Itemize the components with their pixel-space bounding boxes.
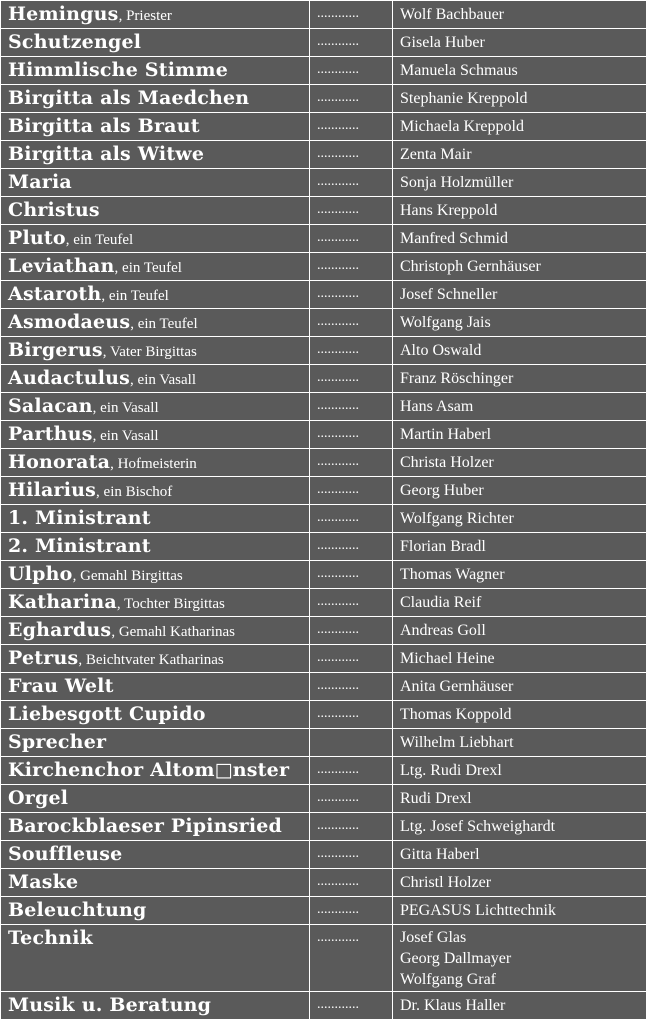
role-name: Birgitta als Maedchen bbox=[8, 87, 250, 109]
actor-cell: Wolfgang Jais bbox=[393, 309, 646, 337]
role-cell bbox=[1, 169, 310, 197]
table-row bbox=[1, 365, 646, 393]
role-cell bbox=[1, 281, 310, 309]
role-description: ein Vasall bbox=[100, 400, 159, 416]
table-row bbox=[1, 197, 646, 225]
table-row bbox=[1, 813, 646, 841]
role-description: Beichtvater Katharinas bbox=[85, 652, 224, 668]
role-name: Honorata bbox=[8, 451, 111, 473]
role-name: Schutzengel bbox=[8, 31, 142, 53]
actor-cell: Rudi Drexl bbox=[393, 785, 646, 813]
dots-cell: ............ bbox=[310, 393, 393, 421]
role-cell bbox=[1, 225, 310, 253]
role-cell bbox=[1, 57, 310, 85]
table-row bbox=[1, 992, 646, 1020]
dots-cell: ............ bbox=[310, 141, 393, 169]
role-description: ein Vasall bbox=[100, 428, 159, 444]
table-row bbox=[1, 141, 646, 169]
actor-cell: Sonja Holzmüller bbox=[393, 169, 646, 197]
role-description: Gemahl Birgittas bbox=[80, 568, 183, 584]
table-row bbox=[1, 701, 646, 729]
role-description: ein Vasall bbox=[137, 372, 197, 388]
role-name: Sprecher bbox=[8, 731, 107, 753]
actor-cell: Dr. Klaus Haller bbox=[393, 992, 646, 1020]
actor-cell: Christa Holzer bbox=[393, 449, 646, 477]
dots-cell: ............ bbox=[310, 449, 393, 477]
role-cell bbox=[1, 533, 310, 561]
dots-cell: ............ bbox=[310, 533, 393, 561]
actor-cell: Ltg. Rudi Drexl bbox=[393, 757, 646, 785]
table-row bbox=[1, 897, 646, 925]
actor-cell: Wilhelm Liebhart bbox=[393, 729, 646, 757]
role-name: Petrus bbox=[8, 647, 79, 669]
actor-cell: Alto Oswald bbox=[393, 337, 646, 365]
actor-cell: Georg Huber bbox=[393, 477, 646, 505]
actor-name: Georg Dallmayer bbox=[400, 950, 512, 967]
dots-cell: ............ bbox=[310, 925, 393, 992]
role-cell bbox=[1, 253, 310, 281]
role-cell bbox=[1, 29, 310, 57]
role-name: Birgitta als Braut bbox=[8, 115, 200, 137]
role-name: Liebesgott Cupido bbox=[8, 703, 206, 725]
dots-cell: ............ bbox=[310, 1, 393, 29]
actor-cell: Ltg. Josef Schweighardt bbox=[393, 813, 646, 841]
dots-cell: ............ bbox=[310, 617, 393, 645]
role-name: Maria bbox=[8, 171, 72, 193]
role-cell bbox=[1, 729, 310, 757]
role-name: 2. Ministrant bbox=[8, 535, 151, 557]
actor-cell: Thomas Wagner bbox=[393, 561, 646, 589]
actor-cell bbox=[393, 925, 646, 992]
role-name: 1. Ministrant bbox=[8, 507, 151, 529]
table-row bbox=[1, 645, 646, 673]
role-cell bbox=[1, 197, 310, 225]
role-name: Musik u. Beratung bbox=[8, 994, 212, 1016]
role-description: ein Teufel bbox=[73, 232, 134, 248]
role-cell bbox=[1, 757, 310, 785]
role-description: Vater Birgittas bbox=[110, 344, 197, 360]
role-cell bbox=[1, 337, 310, 365]
dots-cell: ............ bbox=[310, 589, 393, 617]
dots-cell: ............ bbox=[310, 645, 393, 673]
role-name: Orgel bbox=[8, 787, 69, 809]
role-name: Astaroth bbox=[8, 283, 102, 305]
role-cell bbox=[1, 505, 310, 533]
role-separator: , bbox=[130, 316, 138, 332]
role-description: Gemahl Katharinas bbox=[118, 624, 236, 640]
dots-cell: ............ bbox=[310, 477, 393, 505]
dots-cell: ............ bbox=[310, 992, 393, 1020]
role-separator: , bbox=[101, 288, 109, 304]
role-cell bbox=[1, 701, 310, 729]
role-name: Pluto bbox=[8, 227, 66, 249]
dots-cell: ............ bbox=[310, 113, 393, 141]
table-row bbox=[1, 253, 646, 281]
role-name: Frau Welt bbox=[8, 675, 114, 697]
role-cell bbox=[1, 477, 310, 505]
role-name: Kirchenchor Altom□nster bbox=[8, 759, 290, 781]
actor-name: Josef Glas bbox=[400, 929, 467, 946]
table-row bbox=[1, 617, 646, 645]
actor-cell: Andreas Goll bbox=[393, 617, 646, 645]
role-cell bbox=[1, 785, 310, 813]
table-row bbox=[1, 29, 646, 57]
role-separator: , bbox=[96, 484, 104, 500]
table-row bbox=[1, 561, 646, 589]
actor-cell: Christoph Gernhäuser bbox=[393, 253, 646, 281]
dots-cell: ............ bbox=[310, 197, 393, 225]
role-description: Priester bbox=[126, 8, 172, 24]
role-name: Birgerus bbox=[8, 339, 103, 361]
role-name: Hemingus bbox=[8, 3, 119, 25]
role-name: Ulpho bbox=[8, 563, 73, 585]
actor-cell: Michaela Kreppold bbox=[393, 113, 646, 141]
role-name: Leviathan bbox=[8, 255, 115, 277]
dots-cell: ............ bbox=[310, 505, 393, 533]
actor-cell: Wolf Bachbauer bbox=[393, 1, 646, 29]
table-row bbox=[1, 757, 646, 785]
dots-cell: ............ bbox=[310, 253, 393, 281]
role-cell bbox=[1, 1, 310, 29]
role-name: Christus bbox=[8, 199, 100, 221]
dots-cell: ............ bbox=[310, 897, 393, 925]
actor-cell: Christl Holzer bbox=[393, 869, 646, 897]
role-separator: , bbox=[102, 344, 111, 360]
role-cell bbox=[1, 617, 310, 645]
role-name: Maske bbox=[8, 871, 79, 893]
table-row bbox=[1, 281, 646, 309]
role-name: Birgitta als Witwe bbox=[8, 143, 205, 165]
role-separator: , bbox=[72, 568, 81, 584]
table-row bbox=[1, 925, 646, 992]
role-cell bbox=[1, 365, 310, 393]
role-cell bbox=[1, 589, 310, 617]
role-cell bbox=[1, 925, 310, 992]
role-cell bbox=[1, 869, 310, 897]
table-row bbox=[1, 85, 646, 113]
role-cell bbox=[1, 645, 310, 673]
actor-cell: Wolfgang Richter bbox=[393, 505, 646, 533]
dots-cell: ............ bbox=[310, 561, 393, 589]
actor-cell: Gitta Haberl bbox=[393, 841, 646, 869]
role-name: Hilarius bbox=[8, 479, 97, 501]
dots-cell: ............ bbox=[310, 813, 393, 841]
dots-cell: ............ bbox=[310, 337, 393, 365]
role-separator: , bbox=[110, 456, 118, 472]
actor-cell: Michael Heine bbox=[393, 645, 646, 673]
table-row bbox=[1, 113, 646, 141]
table-row bbox=[1, 477, 646, 505]
role-cell bbox=[1, 309, 310, 337]
role-name: Beleuchtung bbox=[8, 899, 147, 921]
actor-cell: Stephanie Kreppold bbox=[393, 85, 646, 113]
role-name: Katharina bbox=[8, 591, 117, 613]
table-row bbox=[1, 393, 646, 421]
role-separator: , bbox=[114, 260, 123, 276]
actor-cell: Hans Asam bbox=[393, 393, 646, 421]
table-row bbox=[1, 673, 646, 701]
table-row bbox=[1, 1, 646, 29]
role-name: Himmlische Stimme bbox=[8, 59, 229, 81]
role-name: Parthus bbox=[8, 423, 93, 445]
dots-cell: ............ bbox=[310, 169, 393, 197]
dots-cell: ............ bbox=[310, 309, 393, 337]
table-row bbox=[1, 169, 646, 197]
role-cell bbox=[1, 897, 310, 925]
role-separator: , bbox=[92, 400, 101, 416]
table-row bbox=[1, 449, 646, 477]
role-name: Technik bbox=[8, 927, 94, 949]
role-name: Barockblaeser Pipinsried bbox=[8, 815, 283, 837]
role-separator: , bbox=[111, 624, 119, 640]
role-name: Asmodaeus bbox=[8, 311, 131, 333]
role-cell bbox=[1, 813, 310, 841]
role-cell bbox=[1, 421, 310, 449]
cast-table-body bbox=[1, 1, 646, 1020]
dots-cell: ............ bbox=[310, 757, 393, 785]
dots-cell: ............ bbox=[310, 85, 393, 113]
table-row bbox=[1, 505, 646, 533]
dots-cell: ............ bbox=[310, 841, 393, 869]
actor-cell: Hans Kreppold bbox=[393, 197, 646, 225]
role-description: ein Teufel bbox=[108, 288, 169, 304]
actor-cell: Gisela Huber bbox=[393, 29, 646, 57]
role-cell bbox=[1, 141, 310, 169]
table-row bbox=[1, 869, 646, 897]
dots-cell: ............ bbox=[310, 673, 393, 701]
actor-cell: Josef Schneller bbox=[393, 281, 646, 309]
actor-name: Wolfgang Graf bbox=[400, 971, 497, 988]
actor-cell: Franz Röschinger bbox=[393, 365, 646, 393]
role-description: ein Teufel bbox=[122, 260, 182, 276]
role-cell bbox=[1, 113, 310, 141]
table-row bbox=[1, 421, 646, 449]
role-separator: , bbox=[130, 372, 138, 388]
dots-cell: ............ bbox=[310, 225, 393, 253]
actor-cell: PEGASUS Lichttechnik bbox=[393, 897, 646, 925]
role-cell bbox=[1, 992, 310, 1020]
actor-cell: Claudia Reif bbox=[393, 589, 646, 617]
role-cell bbox=[1, 673, 310, 701]
actor-cell: Manfred Schmid bbox=[393, 225, 646, 253]
role-separator: , bbox=[92, 428, 101, 444]
dots-cell: ............ bbox=[310, 869, 393, 897]
actor-cell: Zenta Mair bbox=[393, 141, 646, 169]
actor-cell: Anita Gernhäuser bbox=[393, 673, 646, 701]
dots-cell: ............ bbox=[310, 785, 393, 813]
dots-cell bbox=[310, 729, 393, 757]
role-separator: , bbox=[78, 652, 86, 668]
actor-cell: Thomas Koppold bbox=[393, 701, 646, 729]
table-row bbox=[1, 225, 646, 253]
role-name: Souffleuse bbox=[8, 843, 123, 865]
role-cell bbox=[1, 449, 310, 477]
role-cell bbox=[1, 841, 310, 869]
role-name: Audactulus bbox=[8, 367, 131, 389]
role-separator: , bbox=[118, 8, 127, 24]
role-name: Salacan bbox=[8, 395, 93, 417]
actor-cell: Martin Haberl bbox=[393, 421, 646, 449]
actor-cell: Manuela Schmaus bbox=[393, 57, 646, 85]
table-row bbox=[1, 785, 646, 813]
dots-cell: ............ bbox=[310, 29, 393, 57]
role-description: ein Bischof bbox=[103, 484, 173, 500]
table-row bbox=[1, 57, 646, 85]
role-description: Tochter Birgittas bbox=[124, 596, 225, 612]
role-name: Eghardus bbox=[8, 619, 112, 641]
table-row bbox=[1, 729, 646, 757]
role-separator: , bbox=[116, 596, 125, 612]
dots-cell: ............ bbox=[310, 365, 393, 393]
role-description: ein Teufel bbox=[137, 316, 198, 332]
table-row bbox=[1, 533, 646, 561]
actor-cell: Florian Bradl bbox=[393, 533, 646, 561]
dots-cell: ............ bbox=[310, 281, 393, 309]
dots-cell: ............ bbox=[310, 421, 393, 449]
role-cell bbox=[1, 393, 310, 421]
table-row bbox=[1, 309, 646, 337]
role-separator: , bbox=[65, 232, 74, 248]
role-cell bbox=[1, 561, 310, 589]
role-cell bbox=[1, 85, 310, 113]
role-description: Hofmeisterin bbox=[117, 456, 197, 472]
dots-cell: ............ bbox=[310, 701, 393, 729]
table-row bbox=[1, 841, 646, 869]
dots-cell: ............ bbox=[310, 57, 393, 85]
table-row bbox=[1, 337, 646, 365]
table-row bbox=[1, 589, 646, 617]
